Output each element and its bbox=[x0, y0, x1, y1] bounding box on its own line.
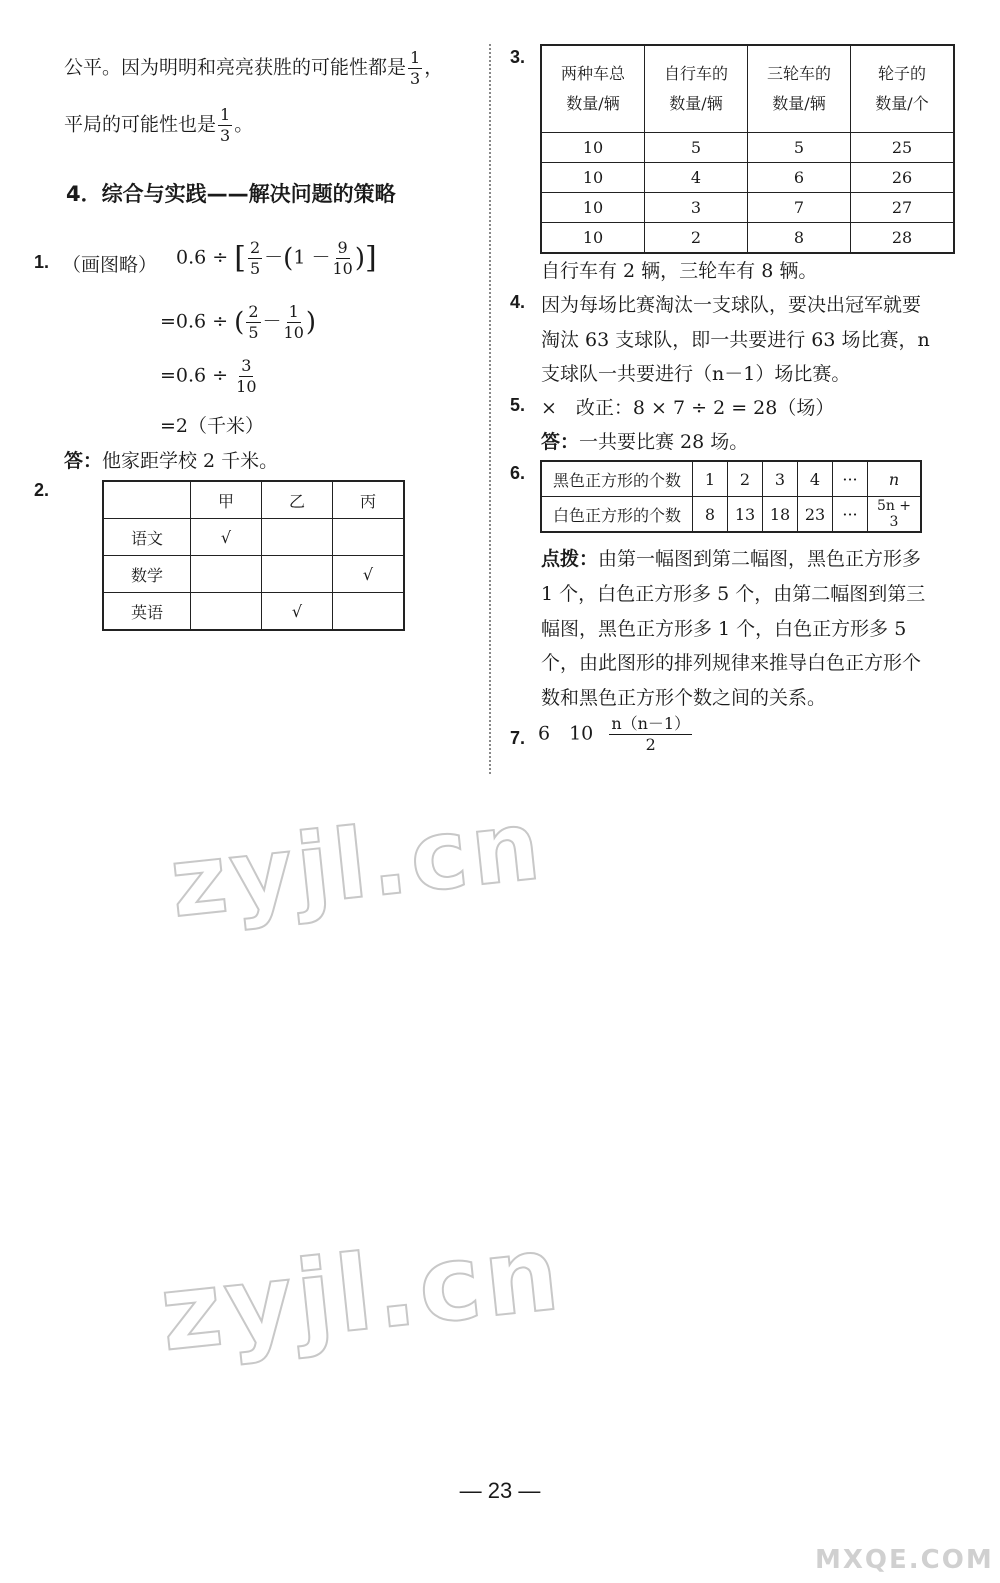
intro-line-1: 公平。因为明明和亮亮获胜的可能性都是 $\frac{1}{3}$ ， bbox=[64, 48, 444, 88]
corner-watermark: MXQE.COM bbox=[815, 1545, 994, 1575]
q1-expr-1: 0.6 ÷ [ $\frac{2}{5}$ －(1 － $\frac{9}{10}$ )] bbox=[176, 238, 377, 278]
q1-expr-3: =0.6 ÷ $\frac{3}{10}$ bbox=[160, 356, 257, 396]
q1-note: （画图略） bbox=[62, 254, 158, 276]
q6-tip-line-4: 个，由此图形的排列规律来推导白色正方形个 bbox=[541, 652, 922, 674]
table-row: 数学 √ bbox=[103, 556, 404, 593]
q1-expr-2: =0.6 ÷ ( $\frac{2}{5}$ － $\frac{1}{10}$ ) bbox=[160, 302, 317, 342]
q3-conclusion: 自行车有 2 辆，三轮车有 8 辆。 bbox=[541, 260, 818, 282]
q4-line-1: 因为每场比赛淘汰一支球队，要决出冠军就要 bbox=[541, 294, 922, 316]
q6-number: 6. bbox=[510, 463, 526, 483]
q4-line-3: 支球队一共要进行（n－1）场比赛。 bbox=[541, 363, 851, 385]
fraction-one-third: $\frac{1}{3}$ bbox=[410, 48, 421, 88]
q2-number: 2. bbox=[34, 480, 50, 500]
table-row: 10 3 7 27 bbox=[541, 193, 954, 223]
watermark-zyjl-1: zyjl.cn bbox=[165, 788, 549, 940]
table-row: 黑色正方形的个数 1 2 3 4 ··· n bbox=[541, 461, 921, 497]
section-title: 4．综合与实践——解决问题的策略 bbox=[66, 182, 396, 206]
q6-table bbox=[540, 460, 922, 533]
page-number: — 23 — bbox=[459, 1478, 541, 1503]
column-divider bbox=[489, 44, 491, 774]
q5-answer: 答：一共要比赛 28 场。 bbox=[541, 431, 749, 453]
q6-tip-line-3: 幅图，黑色正方形多 1 个，白色正方形多 5 bbox=[541, 618, 907, 640]
table-row: 10 2 8 28 bbox=[541, 223, 954, 254]
fraction-one-third-2: $\frac{1}{3}$ bbox=[220, 105, 231, 145]
table-row: 两种车总 数量/辆 自行车的 数量/辆 三轮车的 数量/辆 轮子的 数量/个 bbox=[541, 45, 954, 133]
q3-table bbox=[540, 44, 955, 254]
q7-number: 7. bbox=[510, 728, 526, 748]
table-row: 白色正方形的个数 8 13 18 23 ··· 5n + 3 bbox=[541, 497, 921, 533]
table-row: 甲 乙 丙 bbox=[103, 481, 404, 519]
table-row: 英语 √ bbox=[103, 593, 404, 631]
watermark-zyjl-2: zyjl.cn bbox=[154, 1211, 569, 1375]
q4-number: 4. bbox=[510, 292, 526, 312]
q4-line-2: 淘汰 63 支球队，即一共要进行 63 场比赛，n bbox=[541, 329, 930, 351]
q6-tip-line-5: 数和黑色正方形个数之间的关系。 bbox=[541, 687, 827, 709]
table-row: 10 5 5 25 bbox=[541, 133, 954, 163]
q1-number: 1. bbox=[34, 252, 50, 272]
q6-tip-line-1: 点拨：由第一幅图到第二幅图，黑色正方形多 bbox=[541, 548, 922, 570]
q5-number: 5. bbox=[510, 395, 526, 415]
q6-tip-line-2: 1 个，白色正方形多 5 个，由第二幅图到第三 bbox=[541, 583, 926, 605]
q1-answer: 答：他家距学校 2 千米。 bbox=[64, 450, 279, 472]
table-row: 10 4 6 26 bbox=[541, 163, 954, 193]
q3-number: 3. bbox=[510, 47, 526, 67]
q7-answer: 6 10 $\frac{n(n-1)}{2}$ bbox=[538, 714, 691, 754]
q1-expr-4: =2（千米） bbox=[160, 415, 265, 437]
q5-line-1: × 改正：8 × 7 ÷ 2 = 28（场） bbox=[541, 397, 835, 419]
q2-table bbox=[102, 480, 405, 631]
table-row: 语文 √ bbox=[103, 519, 404, 556]
intro-line-2: 平局的可能性也是 $\frac{1}{3}$ 。 bbox=[64, 105, 254, 145]
